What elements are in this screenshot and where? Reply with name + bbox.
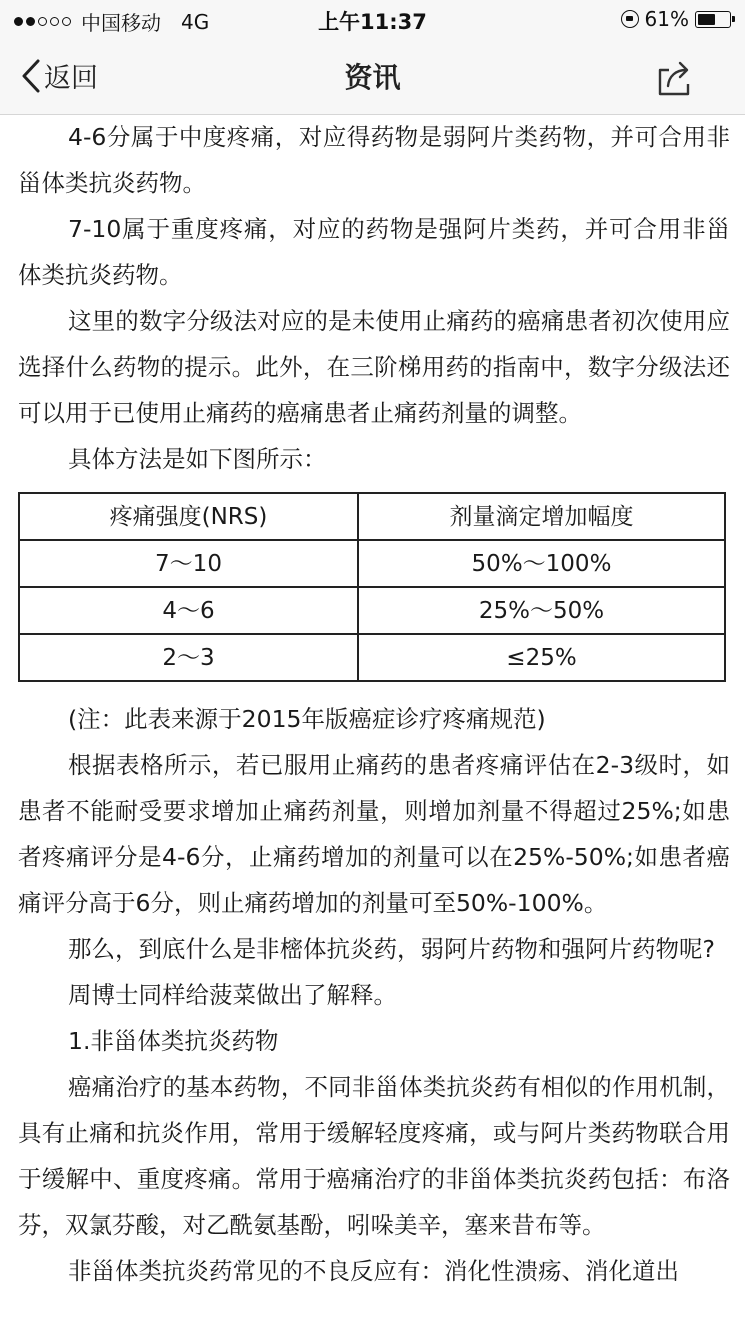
table-source-note: (注：此表来源于2015年版癌症诊疗疼痛规范) bbox=[68, 705, 546, 733]
status-right-group bbox=[621, 7, 731, 31]
paragraph: 周博士同样给菠菜做出了解释。 bbox=[68, 981, 397, 1009]
article-body bbox=[18, 114, 730, 1294]
status-bar bbox=[0, 0, 745, 38]
share-icon[interactable] bbox=[655, 58, 695, 98]
table-header-cell: 疼痛强度(NRS) bbox=[19, 493, 358, 540]
battery-icon bbox=[695, 11, 731, 28]
table-cell: 50%～100% bbox=[358, 540, 725, 587]
table-cell: 7～10 bbox=[19, 540, 358, 587]
battery-percent: 61% bbox=[644, 7, 689, 31]
clock: 上午11:37 bbox=[318, 10, 427, 34]
carrier-name: 中国移动 bbox=[81, 11, 161, 35]
table-row bbox=[19, 587, 725, 634]
paragraph: 那么，到底什么是非樒体抗炎药，弱阿片药物和强阿片药物呢? bbox=[68, 935, 715, 963]
table-row bbox=[19, 634, 725, 681]
table-cell: 25%～50% bbox=[358, 587, 725, 634]
navigation-bar bbox=[0, 38, 745, 115]
paragraph: 根据表格所示，若已服用止痛药的患者疼痛评估在2-3级时，如患者不能耐受要求增加止痛药剂量，则增加剂量不得超过25%;如患者疼痛评分是4-6分，止痛药增加的剂量可以在25%-50%;如患者癌痛评分高于6分，则止痛药增加的剂量可至50%-100%。 bbox=[18, 751, 730, 917]
table-header-cell: 剂量滴定增加幅度 bbox=[358, 493, 725, 540]
rotation-lock-icon bbox=[621, 10, 639, 28]
paragraph: 非甾体类抗炎药常见的不良反应有：消化性溃疡、消化道出 bbox=[68, 1257, 679, 1285]
table-cell: 4～6 bbox=[19, 587, 358, 634]
table-cell: ≤25% bbox=[358, 634, 725, 681]
paragraph: 4-6分属于中度疼痛，对应得药物是弱阿片类药物，并可合用非甾体类抗炎药物。 bbox=[18, 123, 730, 197]
section-heading: 1.非甾体类抗炎药物 bbox=[68, 1027, 279, 1055]
dose-titration-table bbox=[18, 492, 726, 682]
paragraph: 这里的数字分级法对应的是未使用止痛药的癌痛患者初次使用应选择什么药物的提示。此外，在三阶梯用药的指南中，数字分级法还可以用于已使用止痛药的癌痛患者止痛药剂量的调整。 bbox=[18, 307, 730, 427]
paragraph: 癌痛治疗的基本药物，不同非甾体类抗炎药有相似的作用机制，具有止痛和抗炎作用，常用于缓解轻度疼痛，或与阿片类药物联合用于缓解中、重度疼痛。常用于癌痛治疗的非甾体类抗炎药包括：布洛芬，双氯芬酸，对乙酰氨基酚，吲哚美辛，塞来昔布等。 bbox=[18, 1073, 730, 1239]
page-title: 资讯 bbox=[344, 61, 401, 94]
paragraph: 7-10属于重度疼痛，对应的药物是强阿片类药，并可合用非甾体类抗炎药物。 bbox=[18, 215, 730, 289]
back-label: 返回 bbox=[44, 63, 98, 94]
network-type: 4G bbox=[181, 9, 210, 34]
table-cell: 2～3 bbox=[19, 634, 358, 681]
table-row bbox=[19, 540, 725, 587]
paragraph: 具体方法是如下图所示： bbox=[68, 445, 327, 473]
table-header-row bbox=[19, 493, 725, 540]
